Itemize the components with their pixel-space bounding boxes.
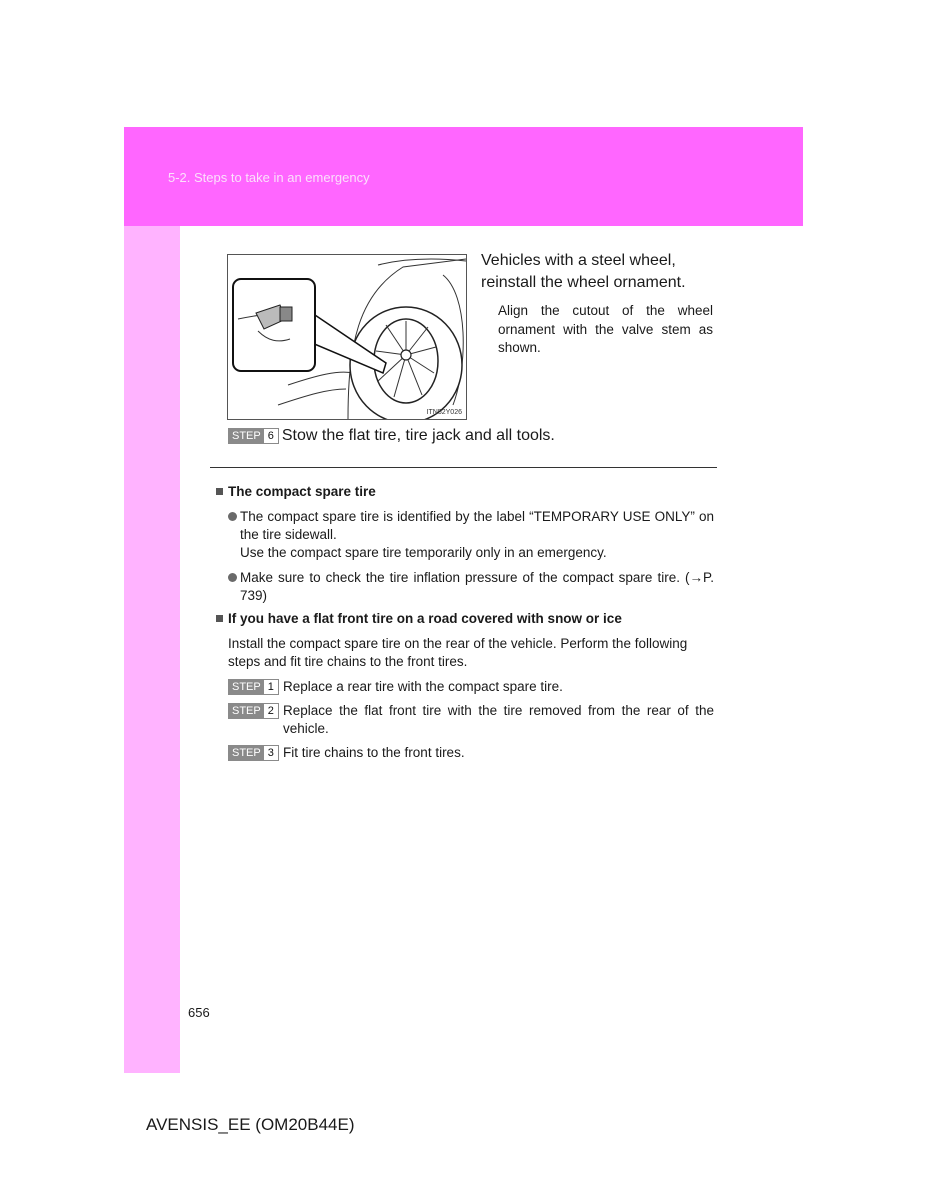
substep-badge	[228, 745, 279, 761]
bullet-text: The compact spare tire is identified by the label “TEMPORARY USE ONLY” on the tire sidewall.	[240, 509, 714, 542]
bullet-item	[228, 569, 714, 605]
substep-1	[228, 678, 714, 696]
circle-bullet-icon	[228, 573, 237, 582]
footer-model-code: AVENSIS_EE (OM20B44E)	[146, 1115, 355, 1134]
wheel-ornament-figure	[227, 254, 467, 420]
step-number: 3	[264, 746, 278, 760]
bullet-text: Make sure to check the tire inflation pressure of the compact spare tire. (→P. 739)	[240, 570, 714, 603]
section-breadcrumb: 5-2. Steps to take in an emergency	[168, 170, 370, 185]
side-band	[124, 226, 180, 1073]
step-number: 6	[264, 429, 278, 443]
section-heading-flat-front-tire	[216, 611, 622, 626]
circle-bullet-icon	[228, 512, 237, 521]
step-label: STEP	[229, 429, 264, 443]
section2-intro: Install the compact spare tire on the rear of the vehicle. Perform the following steps and fit tire chains to the front tires.	[228, 636, 688, 669]
substep-badge	[228, 679, 279, 695]
heading-text: The compact spare tire	[228, 484, 376, 499]
section-heading-spare-tire	[216, 484, 376, 499]
substep-text: Replace the flat front tire with the tire removed from the rear of the vehicle.	[283, 703, 714, 736]
bullet-item	[228, 508, 714, 562]
substep-2	[228, 702, 714, 738]
step-number: 2	[264, 704, 278, 718]
step6-badge	[228, 428, 279, 444]
bullet-text-continued: Use the compact spare tire temporarily only in an emergency.	[240, 545, 607, 560]
substep-text: Replace a rear tire with the compact spare tire.	[283, 679, 563, 694]
substep-3	[228, 744, 714, 762]
step-label: STEP	[229, 746, 264, 760]
wheel-illustration	[228, 255, 466, 419]
step5-title: Vehicles with a steel wheel, reinstall the wheel ornament.	[481, 252, 686, 291]
substep-badge	[228, 703, 279, 719]
substep-text: Fit tire chains to the front tires.	[283, 745, 465, 760]
square-bullet-icon	[216, 488, 223, 495]
step6-text: Stow the flat tire, tire jack and all tools.	[281, 427, 555, 444]
step-number: 1	[264, 680, 278, 694]
heading-text: If you have a flat front tire on a road covered with snow or ice	[228, 611, 622, 626]
figure-code: ITN52Y026	[426, 409, 462, 416]
step5-note: Align the cutout of the wheel ornament with the valve stem as shown.	[498, 303, 713, 355]
step-label: STEP	[229, 680, 264, 694]
section-divider	[210, 467, 717, 468]
square-bullet-icon	[216, 615, 223, 622]
step-label: STEP	[229, 704, 264, 718]
page-number: 656	[188, 1005, 210, 1020]
step6	[228, 427, 555, 445]
